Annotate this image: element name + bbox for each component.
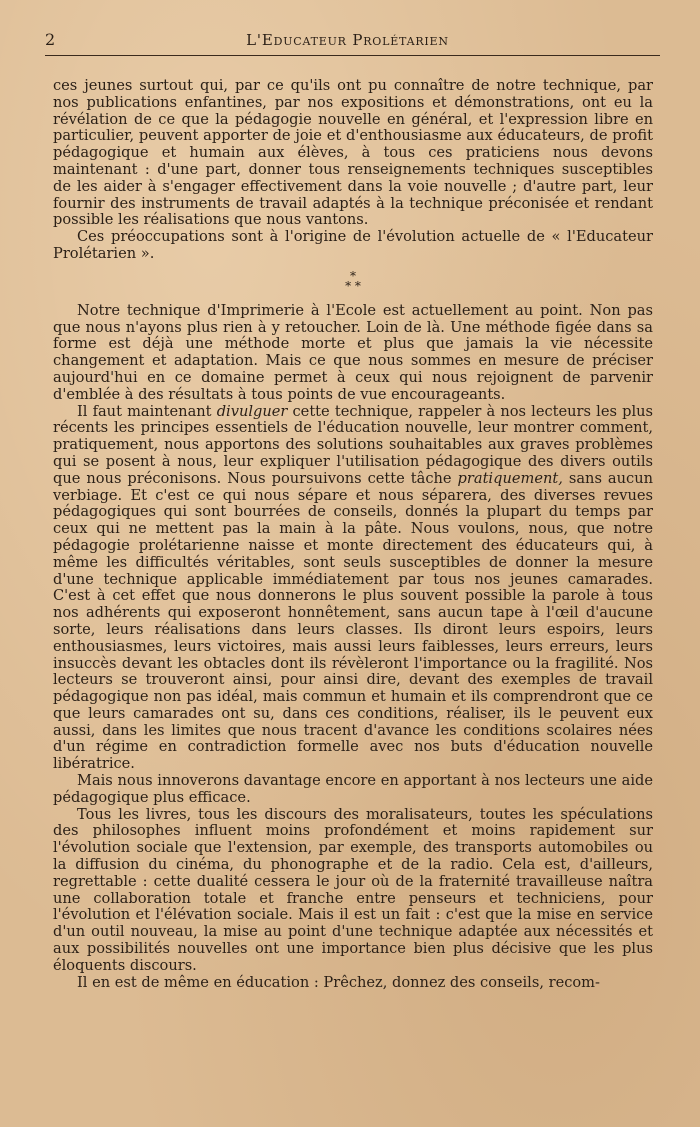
running-title: L'Educateur Prolétarien — [246, 31, 449, 49]
article-body — [53, 78, 653, 991]
paragraph-3: Notre technique d'Imprimerie à l'Ecole est actuellement au point. Non pas que nous n'ayons plus rien à y retoucher. Loin de là. Une méthode figée dans sa forme est déjà une méthode morte et plus que jamais la vie nécessite changement et adaptation. Mais ce que nous sommes en mesure de préciser aujourd'hui en ce domaine permet à ceux qui nous rejoignent de parvenir d'emblée à des résultats à tous points de vue encourageants. — [53, 301, 653, 403]
paragraph-6: Tous les livres, tous les discours des moralisateurs, toutes les spéculations des philosophes influent moins profondément et moins rapidement sur l'évolution sociale que l'extension, par exemple, des transports automobiles ou la diffusion du cinéma, du phonographe et de la radio. Cela est, d'ailleurs, regrettable : cette dualité cessera le jour où de la fraternité travailleuse naîtra une collaboration totale et franche entre penseurs et techniciens, pour l'évolution et l'élévation sociale. Mais il est un fait : c'est que la mise en service d'un outil nouveau, la mise au point d'une technique adaptée aux nécessités et aux possibilités nouvelles ont une importance bien plus décisive que les plus éloquents discours. — [53, 805, 653, 974]
page-number: 2 — [45, 30, 56, 49]
paragraph-4-part-a: Il faut maintenant — [77, 402, 217, 420]
asterism-top: * — [350, 268, 356, 283]
paragraph-4-emphasis-1: divulguer — [216, 402, 288, 420]
paragraph-4-part-b: cette technique, rappeler à nos lecteurs les plus récents les principes essentiels de l'éducation nouvelle, leur montrer comment, pratiquement, nous apportons des solutions souhaitables aux graves problèmes qui se posent à nous, leur expliquer l'utilisation pédagogique des divers outils que nous préconisons. Nous poursuivons cette tâche — [53, 402, 653, 487]
page-header — [45, 30, 650, 52]
paragraph-5: Mais nous innoverons davantage encore en apportant à nos lecteurs une aide pédagogique plus efficace. — [53, 772, 653, 806]
asterism-bottom: * * — [345, 278, 361, 293]
paragraph-4-part-c: sans aucun verbiage. Et c'est ce qui nous sépare et nous séparera, des diverses revues pédagogiques qui sont bourrées de conseils, donnés la plupart du temps par ceux qui ne mettent pas la main à la pâte. Nous voulons, nous, que notre pédagogie prolétarienne naisse et monte directement des éducateurs qui, à même les difficultés véritables, sont seuls susceptibles de donner la mesure d'une technique applicable immédiatement par tous nos jeunes camarades. C'est à cet effet que nous donnerons le plus souvent possible la parole à tous nos adhérents qui exposeront honnêtement, sans aucun tape à l'œil d'aucune sorte, leurs réalisations dans leurs classes. Ils diront leurs espoirs, leurs enthousiasmes, leurs victoires, mais aussi leurs faiblesses, leurs erreurs, leurs insuccès devant les obtacles dont ils révèleront l'importance ou la fragilité. Nos lecteurs se trouveront ainsi, pour ainsi dire, devant des exemples de travail pédagogique non pas idéal, mais commun et humain et ils comprendront que ce que leurs camarades ont su, dans ces conditions, réaliser, ils le peuvent eux aussi, dans les limites que nous tracent d'avance les conditions scolaires nées d'un régime en contradiction formelle avec nos buts d'éducation nouvelle libératrice. — [53, 469, 653, 773]
paragraph-4 — [53, 404, 653, 774]
section-asterism — [53, 268, 653, 293]
paragraph-7: Il en est de même en éducation : Prêchez, donnez des conseils, recom- — [77, 973, 600, 991]
paragraph-4-emphasis-2: pratiquement, — [457, 469, 563, 487]
header-rule — [45, 55, 660, 56]
paragraph-2: Ces préoccupations sont à l'origine de l'évolution actuelle de « l'Educateur Prolétarien ». — [53, 228, 653, 262]
paragraph-1: ces jeunes surtout qui, par ce qu'ils ont pu connaître de notre technique, par nos publications enfantines, par nos expositions et démonstrations, ont eu la révélation de ce que la pédagogie nouvelle en général, et l'expression libre en particulier, peuvent apporter de joie et d'enthousiasme aux éducateurs, de profit pédagogique et humain aux élèves, à tous ces praticiens nous devons maintenant : d'une part, donner tous renseignements techniques susceptibles de les aider à s'engager effectivement dans la voie nouvelle ; d'autre part, leur fournir des instruments de travail adaptés à la technique préconisée et rendant possible les réalisations que nous vantons. — [53, 77, 653, 229]
